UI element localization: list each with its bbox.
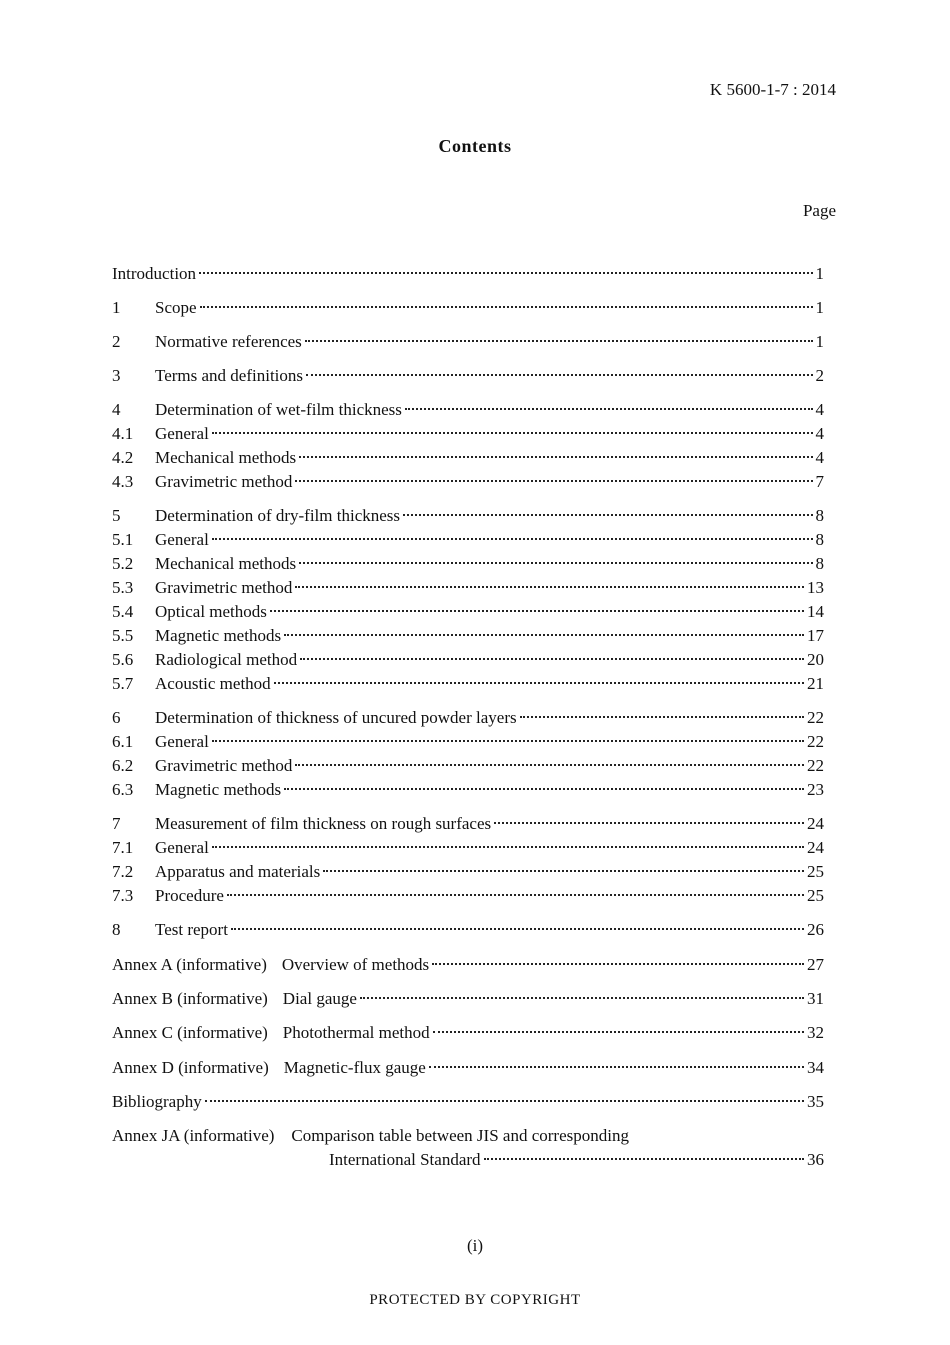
toc-entry-page: 25: [807, 886, 824, 905]
dot-leader: [405, 408, 813, 410]
toc-entry[interactable]: [112, 624, 824, 648]
annex-label: Annex A (informative): [112, 955, 267, 974]
toc-entry-number: 7.3: [112, 886, 134, 905]
toc-entry-page: 36: [807, 1150, 824, 1169]
dot-leader: [295, 480, 812, 482]
toc-entry-number: 5.3: [112, 578, 134, 597]
copyright-notice: PROTECTED BY COPYRIGHT: [369, 1292, 581, 1308]
annex-label: Annex B (informative): [112, 989, 268, 1008]
dot-leader: [429, 1066, 804, 1068]
toc-entry-page: 8: [815, 506, 824, 525]
toc-entry-page: 14: [807, 602, 824, 621]
toc-entry-page: 4: [815, 400, 824, 419]
toc-entry-page: 4: [815, 448, 824, 467]
dot-leader: [484, 1158, 804, 1160]
toc-entry-number: 7.1: [112, 838, 134, 857]
toc-entry[interactable]: [112, 296, 824, 320]
toc-entry-number: 1: [112, 298, 121, 317]
toc-entry[interactable]: [112, 600, 824, 624]
toc-entry-label: Terms and definitions: [155, 366, 304, 385]
toc-entry-label: Determination of dry-film thickness: [155, 506, 401, 525]
toc-entry[interactable]: [112, 576, 824, 600]
toc-entry-number: 8: [112, 920, 121, 939]
toc-entry[interactable]: [112, 860, 824, 884]
toc-entry-page: 1: [815, 332, 824, 351]
toc-entry-label: Measurement of film thickness on rough surfaces: [155, 814, 492, 833]
toc-entry-page: 22: [807, 708, 824, 727]
toc-entry-label: Acoustic method: [155, 674, 271, 693]
toc-entry-page: 2: [815, 366, 824, 385]
toc-entry-number: 4.3: [112, 472, 134, 491]
dot-leader: [295, 586, 804, 588]
page-folio: (i): [466, 1236, 484, 1255]
dot-leader: [432, 963, 804, 965]
toc-entry-label: Comparison table between JIS and corresponding: [291, 1126, 629, 1145]
toc-entry[interactable]: [112, 778, 824, 802]
toc-entry-number: 6.1: [112, 732, 134, 751]
toc-entry[interactable]: [112, 648, 824, 672]
toc-entry[interactable]: [112, 706, 824, 730]
toc-entry-number: 5.7: [112, 674, 134, 693]
toc-entry-number: 6.2: [112, 756, 134, 775]
toc-entry-label: Radiological method: [155, 650, 298, 669]
toc-entry-label: Normative references: [155, 332, 302, 351]
toc-entry-label: Gravimetric method: [155, 756, 293, 775]
toc-entry-number: 5.5: [112, 626, 134, 645]
page-title: Contents: [438, 136, 512, 156]
annex-label: Annex C (informative): [112, 1023, 268, 1042]
toc-entry[interactable]: [112, 422, 824, 446]
toc-entry-label: Apparatus and materials: [155, 862, 321, 881]
toc-entry-label: Dial gauge: [282, 989, 357, 1008]
toc-entry-number: 5.2: [112, 554, 134, 573]
dot-leader: [200, 306, 813, 308]
annex-label: Annex D (informative): [112, 1058, 269, 1077]
toc-entry-label: Bibliography: [112, 1092, 202, 1111]
toc-entry-page: 21: [807, 674, 824, 693]
toc-entry-label: General: [155, 838, 209, 857]
toc-entry-number: 5.4: [112, 602, 134, 621]
annex-label: Annex JA (informative): [112, 1126, 275, 1145]
toc-entry-label: Procedure: [155, 886, 224, 905]
toc-entry-annex[interactable]: [112, 987, 824, 1011]
toc-entry-page: 24: [807, 838, 824, 857]
toc-entry[interactable]: [112, 836, 824, 860]
toc-entry[interactable]: [112, 672, 824, 696]
dot-leader: [299, 562, 812, 564]
dot-leader: [274, 682, 804, 684]
dot-leader: [270, 610, 804, 612]
toc-entry-page: 17: [807, 626, 824, 645]
toc-entry-label: Determination of thickness of uncured powder layers: [155, 708, 517, 727]
dot-leader: [199, 272, 812, 274]
dot-leader: [305, 340, 813, 342]
dot-leader: [205, 1100, 804, 1102]
toc-entry[interactable]: [112, 446, 824, 470]
toc-entry-label: Mechanical methods: [155, 448, 297, 467]
dot-leader: [284, 634, 804, 636]
toc-entry-label: Mechanical methods: [155, 554, 297, 573]
dot-leader: [212, 740, 804, 742]
toc-entry-number: 6: [112, 708, 121, 727]
toc-entry-page: 32: [807, 1023, 824, 1042]
dot-leader: [284, 788, 804, 790]
toc-entry[interactable]: [112, 470, 824, 494]
toc-entry-page: 35: [807, 1092, 824, 1111]
toc-entry-page: 1: [815, 298, 824, 317]
toc-entry-page: 31: [807, 989, 824, 1008]
toc-entry-label: General: [155, 732, 209, 751]
page-column-heading: Page: [802, 201, 836, 220]
dot-leader: [433, 1031, 804, 1033]
toc-entry-annex[interactable]: [112, 1056, 824, 1080]
toc-entry-label: Gravimetric method: [155, 578, 293, 597]
dot-leader: [494, 822, 804, 824]
toc-entry-label: Overview of methods: [281, 955, 430, 974]
dot-leader: [306, 374, 812, 376]
toc-entry-number: 4.2: [112, 448, 134, 467]
toc-entry-label: General: [155, 424, 209, 443]
toc-entry[interactable]: [112, 330, 824, 354]
toc-entry-number: 2: [112, 332, 121, 351]
toc-entry[interactable]: [112, 812, 824, 836]
dot-leader: [299, 456, 812, 458]
toc-entry[interactable]: [112, 754, 824, 778]
toc-entry-number: 4.1: [112, 424, 134, 443]
toc-entry-annex-ja[interactable]: [112, 1124, 824, 1148]
toc-entry-number: 5: [112, 506, 121, 525]
toc-entry-label: Test report: [155, 920, 228, 939]
toc-entry-number: 4: [112, 400, 121, 419]
dot-leader: [212, 538, 813, 540]
document-id: K 5600-1-7 : 2014: [709, 80, 836, 99]
toc-entry[interactable]: [112, 398, 824, 422]
toc-entry[interactable]: [112, 884, 824, 908]
toc-entry-page: 22: [807, 756, 824, 775]
toc-entry-annex[interactable]: [112, 1021, 824, 1045]
toc-entry-page: 25: [807, 862, 824, 881]
toc-entry-label: Magnetic methods: [155, 626, 282, 645]
toc-entry[interactable]: [112, 528, 824, 552]
dot-leader: [231, 928, 804, 930]
toc-entry-label: Magnetic methods: [155, 780, 282, 799]
toc-entry-page: 20: [807, 650, 824, 669]
toc-entry-label: Photothermal method: [282, 1023, 430, 1042]
toc-entry[interactable]: [112, 552, 824, 576]
toc-entry-page: 26: [807, 920, 824, 939]
toc-entry-number: 5.6: [112, 650, 134, 669]
toc-entry-label-continued: International Standard: [329, 1150, 481, 1169]
toc-entry-number: 7.2: [112, 862, 134, 881]
toc-entry-page: 23: [807, 780, 824, 799]
dot-leader: [520, 716, 804, 718]
dot-leader: [212, 846, 804, 848]
dot-leader: [360, 997, 804, 999]
toc-entry-page: 7: [815, 472, 824, 491]
toc-entry-label: Gravimetric method: [155, 472, 293, 491]
toc-entry-label: Introduction: [112, 264, 197, 283]
toc-entry-number: 6.3: [112, 780, 134, 799]
toc-entry-page: 27: [807, 955, 824, 974]
toc-entry-label: Optical methods: [155, 602, 267, 621]
toc-entry[interactable]: [112, 730, 824, 754]
dot-leader: [295, 764, 804, 766]
toc-entry[interactable]: [112, 262, 824, 286]
dot-leader: [403, 514, 812, 516]
toc-entry-bibliography[interactable]: [112, 1090, 824, 1114]
toc-entry-label: Magnetic-flux gauge: [283, 1058, 426, 1077]
toc-entry-label: General: [155, 530, 209, 549]
dot-leader: [212, 432, 813, 434]
toc-entry[interactable]: [112, 364, 824, 388]
dot-leader: [323, 870, 804, 872]
toc-entry-page: 4: [815, 424, 824, 443]
toc-entry-annex-ja-continued[interactable]: [329, 1148, 824, 1172]
toc-entry-page: 22: [807, 732, 824, 751]
toc-entry-page: 8: [815, 554, 824, 573]
toc-entry-number: 5.1: [112, 530, 134, 549]
toc-entry-page: 34: [807, 1058, 824, 1077]
toc-entry-number: 3: [112, 366, 121, 385]
toc-entry-annex[interactable]: [112, 953, 824, 977]
toc-entry-page: 13: [807, 578, 824, 597]
toc-entry-page: 24: [807, 814, 824, 833]
toc-entry-label: Determination of wet-film thickness: [155, 400, 402, 419]
toc-entry-label: Scope: [155, 298, 197, 317]
dot-leader: [227, 894, 804, 896]
toc-entry-number: 7: [112, 814, 121, 833]
toc-entry[interactable]: [112, 504, 824, 528]
toc-entry-page: 8: [815, 530, 824, 549]
toc-entry-page: 1: [815, 264, 824, 283]
dot-leader: [300, 658, 804, 660]
toc-entry[interactable]: [112, 918, 824, 942]
